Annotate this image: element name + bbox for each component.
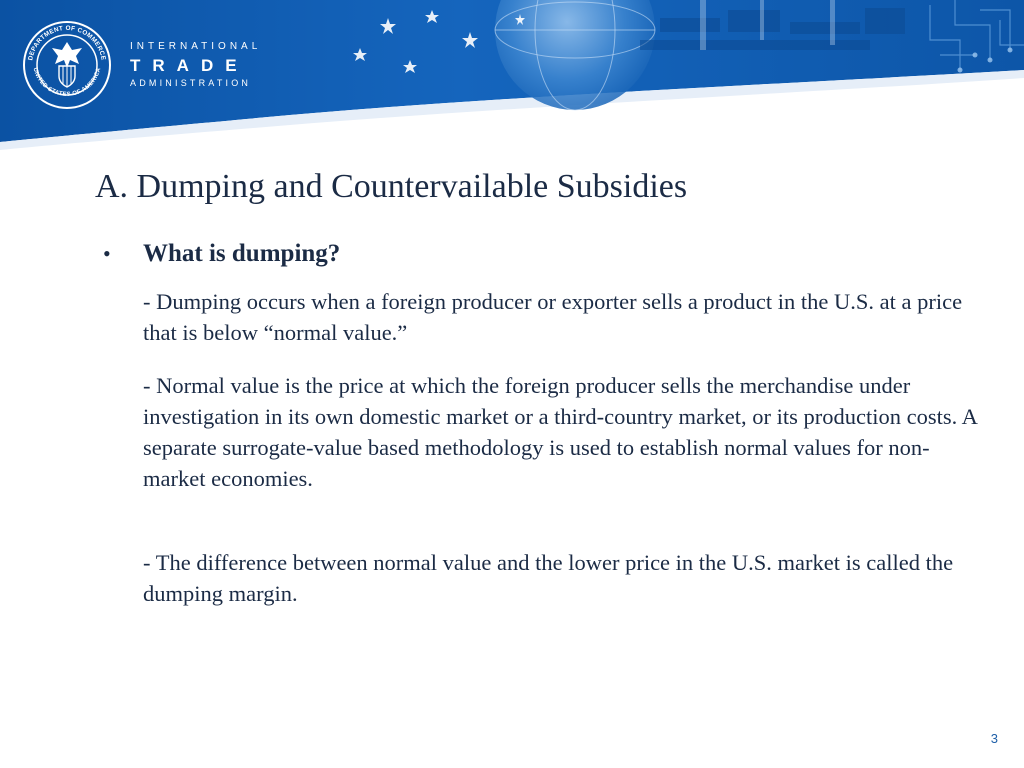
slide-title: A. Dumping and Countervailable Subsidies [95, 168, 688, 205]
paragraph-dumping-definition: - Dumping occurs when a foreign producer or exporter sells a product in the U.S. at a price that is below “normal value.” [143, 289, 963, 345]
seal-text-top: DEPARTMENT OF COMMERCE [27, 24, 107, 62]
bullet-marker: • [103, 241, 111, 266]
page-number: 3 [990, 731, 998, 746]
bullet-heading: What is dumping? [143, 240, 341, 267]
logo-line-international: INTERNATIONAL [130, 41, 262, 52]
seal-text-bottom: UNITED STATES OF AMERICA [31, 67, 103, 98]
commerce-seal-icon [22, 20, 112, 110]
paragraph-normal-value: - Normal value is the price at which the foreign producer sells the merchandise under investigation in its own domestic market or a third-country market, or its production costs. A separate surrogate-value based methodology is used to establish normal values for non-market economies. [143, 373, 977, 491]
ita-logo [130, 42, 261, 88]
paragraph-dumping-margin: - The difference between normal value and the lower price in the U.S. market is called the dumping margin. [143, 550, 954, 606]
bullet-item [103, 240, 340, 268]
logo-line-trade: TRADE [130, 56, 249, 75]
header-banner [0, 0, 1024, 150]
logo-line-administration: ADMINISTRATION [130, 78, 252, 88]
